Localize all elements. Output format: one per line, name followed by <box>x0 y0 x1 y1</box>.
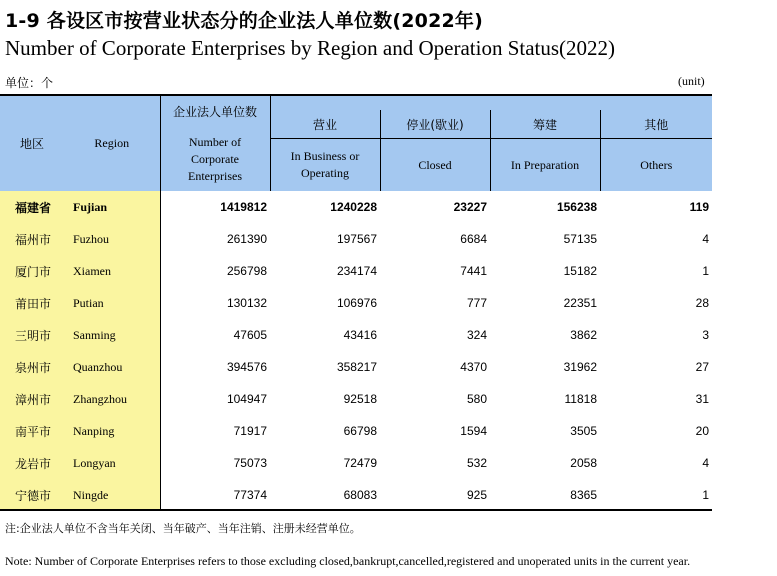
header-enterprises: 企业法人单位数 Number of Corporate Enterprises <box>160 96 270 191</box>
region-zh: 福建省 <box>0 191 64 223</box>
cell-total: 104947 <box>226 392 267 406</box>
cell-closed: 324 <box>466 328 487 342</box>
page-title-en: Number of Corporate Enterprises by Region and Operation Status(2022) <box>5 36 616 60</box>
cell-preparation: 57135 <box>563 232 597 246</box>
cell-others: 20 <box>695 424 709 438</box>
cell-preparation: 3505 <box>570 424 597 438</box>
cell-operating: 234174 <box>336 264 377 278</box>
header-preparation-zh: 筹建 <box>490 110 600 139</box>
region-en: Putian <box>64 287 160 319</box>
cell-total: 71917 <box>233 424 267 438</box>
footnote-zh: 注:企业法人单位不含当年关闭、当年破产、当年注销、注册未经营单位。 <box>5 522 361 535</box>
cell-others: 3 <box>702 328 709 342</box>
header-preparation-en: In Preparation <box>490 139 600 192</box>
header-others-en: Others <box>600 139 712 192</box>
header-status-group <box>270 96 712 110</box>
cell-total: 77374 <box>233 488 267 502</box>
region-en: Quanzhou <box>64 351 160 383</box>
cell-preparation: 31962 <box>563 360 597 374</box>
cell-preparation: 11818 <box>564 392 597 406</box>
cell-operating: 197567 <box>336 232 377 246</box>
cell-others: 1 <box>702 488 709 502</box>
cell-closed: 7441 <box>460 264 487 278</box>
header-closed-en: Closed <box>380 139 490 192</box>
unit-label-en: (unit) <box>678 74 705 88</box>
cell-others: 31 <box>695 392 709 406</box>
cell-preparation: 3862 <box>570 328 597 342</box>
region-zh: 莆田市 <box>0 287 64 319</box>
cell-total: 47605 <box>233 328 267 342</box>
table-row <box>0 415 712 447</box>
cell-operating: 43416 <box>343 328 377 342</box>
table-body <box>0 191 712 511</box>
unit-label-zh: 单位：个 <box>5 76 54 90</box>
cell-preparation: 2058 <box>570 456 597 470</box>
cell-operating: 358217 <box>336 360 377 374</box>
region-zh: 宁德市 <box>0 479 64 511</box>
footnote-en: Note: Number of Corporate Enterprises refers to those excluding closed,bankrupt,cancelled,registered and unoperated units in the current year. <box>5 554 691 568</box>
cell-operating: 68083 <box>343 488 377 502</box>
region-zh: 龙岩市 <box>0 447 64 479</box>
cell-total: 130132 <box>226 296 267 310</box>
region-en: Xiamen <box>64 255 160 287</box>
region-zh: 南平市 <box>0 415 64 447</box>
region-zh: 三明市 <box>0 319 64 351</box>
table-row <box>0 287 712 319</box>
header-region-zh: 地区 <box>0 96 64 191</box>
cell-closed: 777 <box>466 296 487 310</box>
table-bottom-rule <box>0 509 712 511</box>
cell-preparation: 156238 <box>556 200 597 214</box>
cell-closed: 6684 <box>460 232 487 246</box>
header-closed-zh: 停业(歇业) <box>380 110 490 139</box>
table-row <box>0 191 712 223</box>
region-en: Sanming <box>64 319 160 351</box>
table-row <box>0 383 712 415</box>
region-en: Zhangzhou <box>64 383 160 415</box>
region-en: Fujian <box>64 191 160 223</box>
cell-operating: 106976 <box>336 296 377 310</box>
region-en: Longyan <box>64 447 160 479</box>
region-zh: 泉州市 <box>0 351 64 383</box>
region-zh: 福州市 <box>0 223 64 255</box>
table-row <box>0 479 712 511</box>
header-region-en: Region <box>64 96 160 191</box>
cell-others: 119 <box>689 200 709 214</box>
cell-preparation: 15182 <box>563 264 597 278</box>
cell-preparation: 22351 <box>563 296 597 310</box>
cell-others: 4 <box>702 232 709 246</box>
header-operating-en: In Business or Operating <box>270 139 380 192</box>
cell-closed: 23227 <box>453 200 487 214</box>
page-title-zh: 1-9 各设区市按营业状态分的企业法人单位数(2022年) <box>5 10 483 32</box>
region-zh: 漳州市 <box>0 383 64 415</box>
cell-total: 261390 <box>226 232 267 246</box>
cell-others: 28 <box>695 296 709 310</box>
table-row <box>0 351 712 383</box>
region-en: Fuzhou <box>64 223 160 255</box>
region-en: Ningde <box>64 479 160 511</box>
cell-others: 1 <box>702 264 709 278</box>
cell-closed: 925 <box>466 488 487 502</box>
cell-others: 27 <box>695 360 709 374</box>
cell-closed: 580 <box>466 392 487 406</box>
cell-others: 4 <box>702 456 709 470</box>
table-row <box>0 319 712 351</box>
cell-closed: 4370 <box>460 360 487 374</box>
cell-operating: 66798 <box>343 424 377 438</box>
region-zh: 厦门市 <box>0 255 64 287</box>
cell-operating: 92518 <box>343 392 377 406</box>
cell-closed: 1594 <box>460 424 487 438</box>
header-operating-zh: 营业 <box>270 110 380 139</box>
cell-preparation: 8365 <box>570 488 597 502</box>
region-en: Nanping <box>64 415 160 447</box>
cell-closed: 532 <box>466 456 487 470</box>
cell-operating: 1240228 <box>330 200 377 214</box>
cell-total: 1419812 <box>220 200 267 214</box>
cell-total: 75073 <box>233 456 267 470</box>
table-row <box>0 447 712 479</box>
table-row <box>0 223 712 255</box>
cell-operating: 72479 <box>343 456 377 470</box>
header-others-zh: 其他 <box>600 110 712 139</box>
cell-total: 394576 <box>226 360 267 374</box>
cell-total: 256798 <box>226 264 267 278</box>
table-row <box>0 255 712 287</box>
enterprise-table <box>0 96 712 511</box>
